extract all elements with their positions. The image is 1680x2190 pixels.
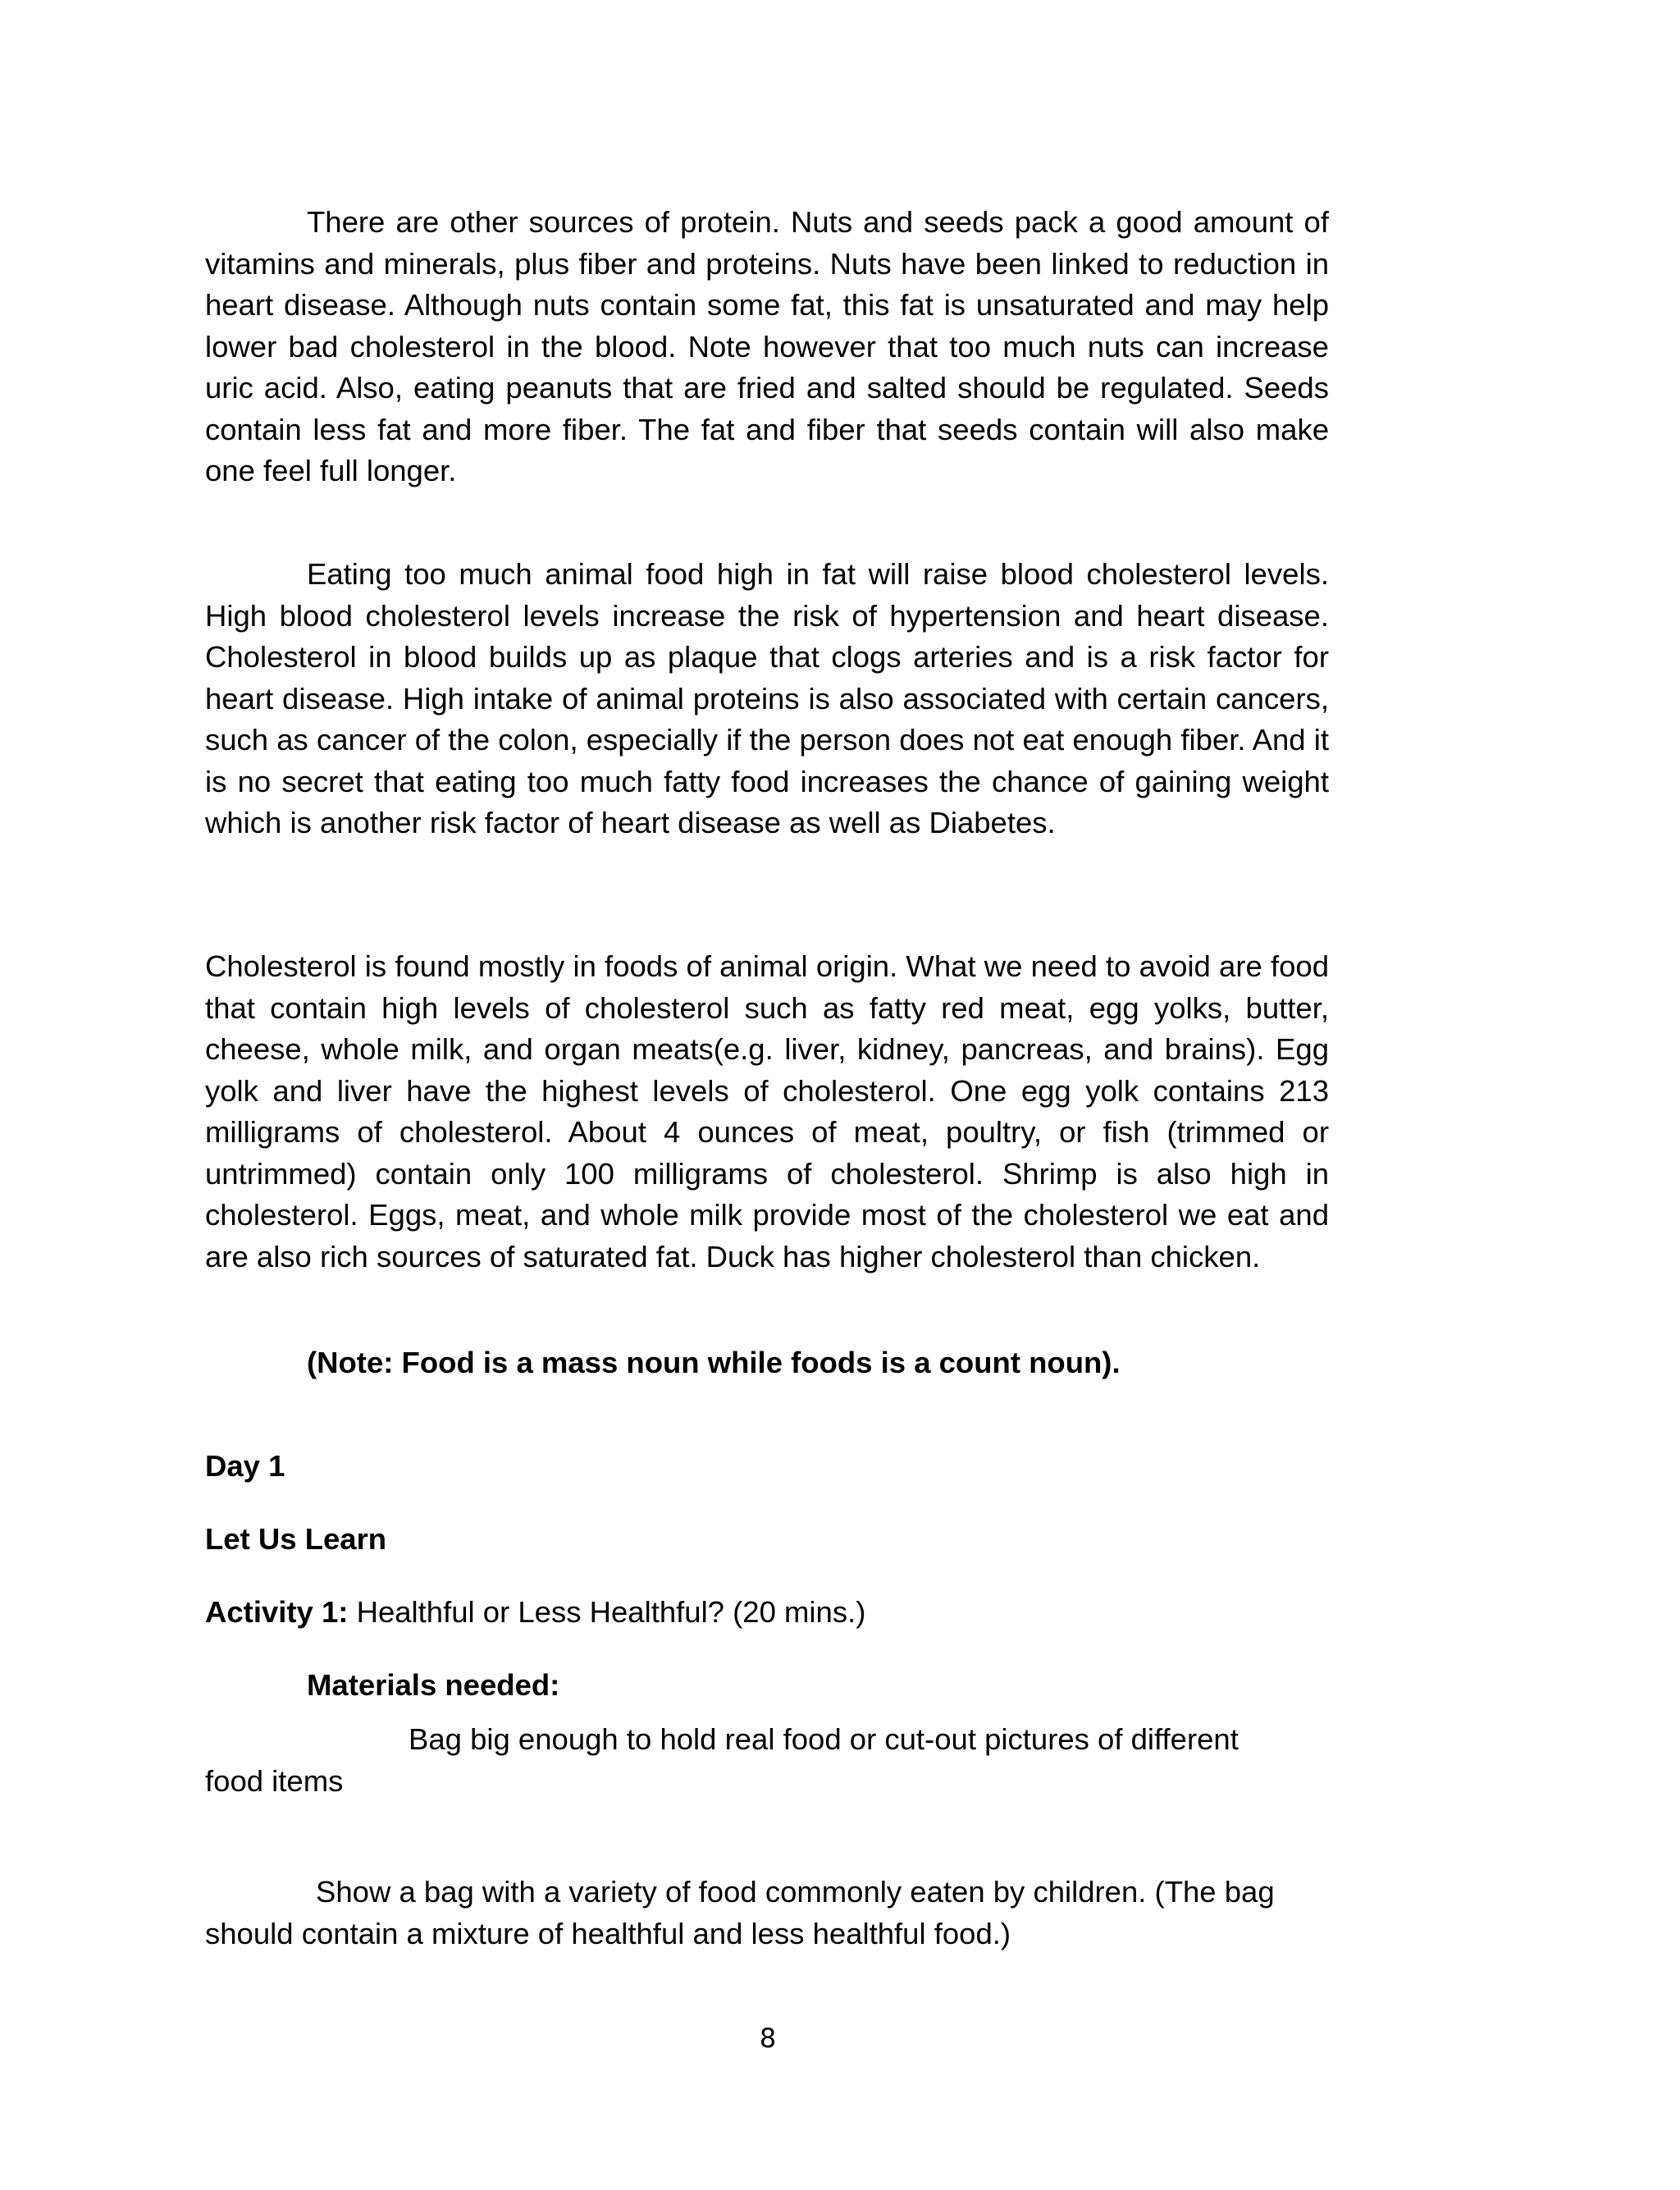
activity-label: Activity 1: bbox=[205, 1595, 349, 1629]
materials-heading: Materials needed: bbox=[307, 1668, 560, 1702]
paragraph-cholesterol: Cholesterol is found mostly in foods of animal origin. What we need to avoid are food that contain high levels of cholesterol such as fatty red meat, egg yolks, butter, cheese, whole milk, and organ meats(e.g. liver, kidney, pancreas, and brains). Egg yolk and liver have the highest levels of cholesterol. One egg yolk contains 213 milligrams of cholesterol. About 4 ounces of meat, poultry, or fish (trimmed or untrimmed) contain only 100 milligrams of cholesterol. Shrimp is also high in cholesterol. Eggs, meat, and whole milk provide most of the cholesterol we eat and are also rich sources of saturated fat. Duck has higher cholesterol than chicken. bbox=[205, 949, 1329, 1273]
page-number: 8 bbox=[759, 2023, 777, 2054]
activity-title: Healthful or Less Healthful? (20 mins.) bbox=[348, 1595, 866, 1629]
materials-text: Bag big enough to hold real food or cut-out pictures of different food items bbox=[205, 1722, 1239, 1798]
paragraph-protein-sources: There are other sources of protein. Nuts and seeds pack a good amount of vitamins and minerals, plus fiber and proteins. Nuts have been linked to reduction in heart disease. Although nuts contain some fat, this fat is unsaturated and may help lower bad cholesterol in the blood. Note however that too much nuts can increase uric acid. Also, eating peanuts that are fried and salted should be regulated. Seeds contain less fat and more fiber. The fat and fiber that seeds contain will also make one feel full longer. bbox=[205, 205, 1329, 487]
section-heading: Let Us Learn bbox=[205, 1522, 387, 1556]
activity-line bbox=[205, 1592, 1329, 1634]
paragraph-animal-food: Eating too much animal food high in fat will raise blood cholesterol levels. High blood cholesterol levels increase the risk of hypertension and heart disease. Cholesterol in blood builds up as plaque that clogs arteries and is a risk factor for heart disease. High intake of animal proteins is also associated with certain cancers, such as cancer of the colon, especially if the person does not eat enough fiber. And it is no secret that eating too much fatty food increases the chance of gaining weight which is another risk factor of heart disease as well as Diabetes. bbox=[205, 557, 1329, 839]
instruction-text: Show a bag with a variety of food commonly eaten by children. (The bag should contain a mixture of healthful and less healthful food.) bbox=[205, 1875, 1275, 1950]
note-text: (Note: Food is a mass noun while foods is a count noun). bbox=[307, 1346, 1121, 1379]
day-heading: Day 1 bbox=[205, 1449, 285, 1483]
